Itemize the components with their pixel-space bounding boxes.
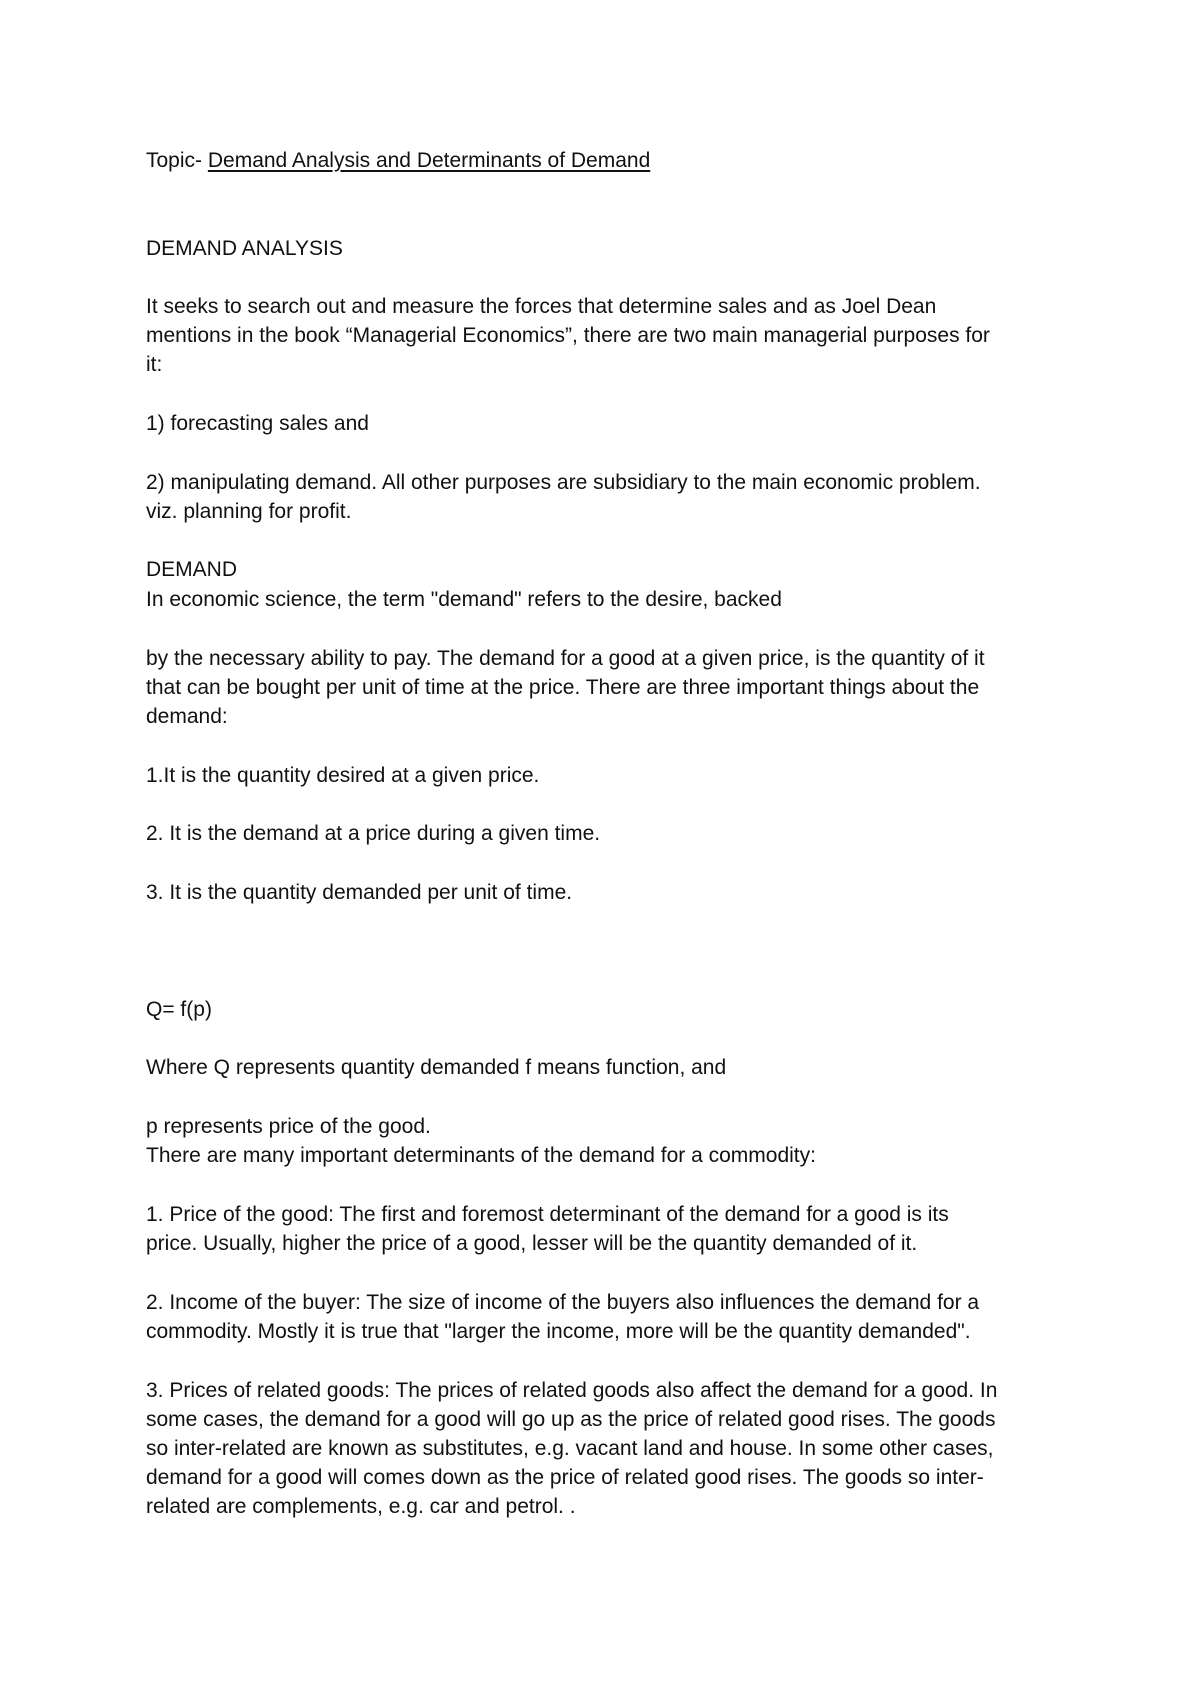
determinant-1-line: price. Usually, higher the price of a good, lesser will be the quantity demanded of it.: [146, 1232, 918, 1255]
determinant-2-line: commodity. Mostly it is true that "larger the income, more will be the quantity demanded".: [146, 1320, 971, 1343]
demand-analysis-heading: DEMAND ANALYSIS: [146, 237, 343, 260]
intro-line: mentions in the book “Managerial Economics”, there are two main managerial purposes for: [146, 324, 990, 347]
intro-line: It seeks to search out and measure the forces that determine sales and as Joel Dean: [146, 295, 937, 318]
determinant-3-line: so inter-related are known as substitutes, e.g. vacant land and house. In some other cases,: [146, 1437, 994, 1460]
price-explanation: p represents price of the good.: [146, 1115, 431, 1138]
determinant-3-line: some cases, the demand for a good will go up as the price of related good rises. The goods: [146, 1408, 996, 1431]
demand-formula: Q= f(p): [146, 998, 212, 1021]
demand-point: 1.It is the quantity desired at a given price.: [146, 764, 540, 787]
determinants-intro: There are many important determinants of the demand for a commodity:: [146, 1144, 816, 1167]
topic-line: [146, 147, 650, 175]
intro-line: it:: [146, 353, 163, 376]
determinant-3-line: 3. Prices of related goods: The prices of related goods also affect the demand for a good. In: [146, 1379, 998, 1402]
demand-heading: DEMAND: [146, 558, 238, 581]
determinant-3-line: demand for a good will comes down as the price of related good rises. The goods so inter-: [146, 1466, 984, 1489]
demand-continuation-line: by the necessary ability to pay. The demand for a good at a given price, is the quantity of it: [146, 647, 985, 670]
purpose-2-line: 2) manipulating demand. All other purposes are subsidiary to the main economic problem.: [146, 471, 981, 494]
demand-point: 3. It is the quantity demanded per unit of time.: [146, 881, 573, 904]
determinant-2-line: 2. Income of the buyer: The size of income of the buyers also influences the demand for a: [146, 1291, 980, 1314]
demand-continuation-line: demand:: [146, 705, 228, 728]
formula-explanation: Where Q represents quantity demanded f means function, and: [146, 1056, 727, 1079]
purpose-1: 1) forecasting sales and: [146, 412, 369, 435]
demand-continuation-line: that can be bought per unit of time at the price. There are three important things about the: [146, 676, 980, 699]
demand-point: 2. It is the demand at a price during a given time.: [146, 822, 601, 845]
topic-prefix: Topic-: [146, 149, 208, 172]
topic-title: Demand Analysis and Determinants of Demand: [207, 149, 651, 172]
determinant-3-line: related are complements, e.g. car and petrol. .: [146, 1495, 576, 1518]
demand-definition: In economic science, the term "demand" refers to the desire, backed: [146, 588, 782, 611]
determinant-1-line: 1. Price of the good: The first and foremost determinant of the demand for a good is its: [146, 1203, 949, 1226]
purpose-2-line: viz. planning for profit.: [146, 500, 352, 523]
